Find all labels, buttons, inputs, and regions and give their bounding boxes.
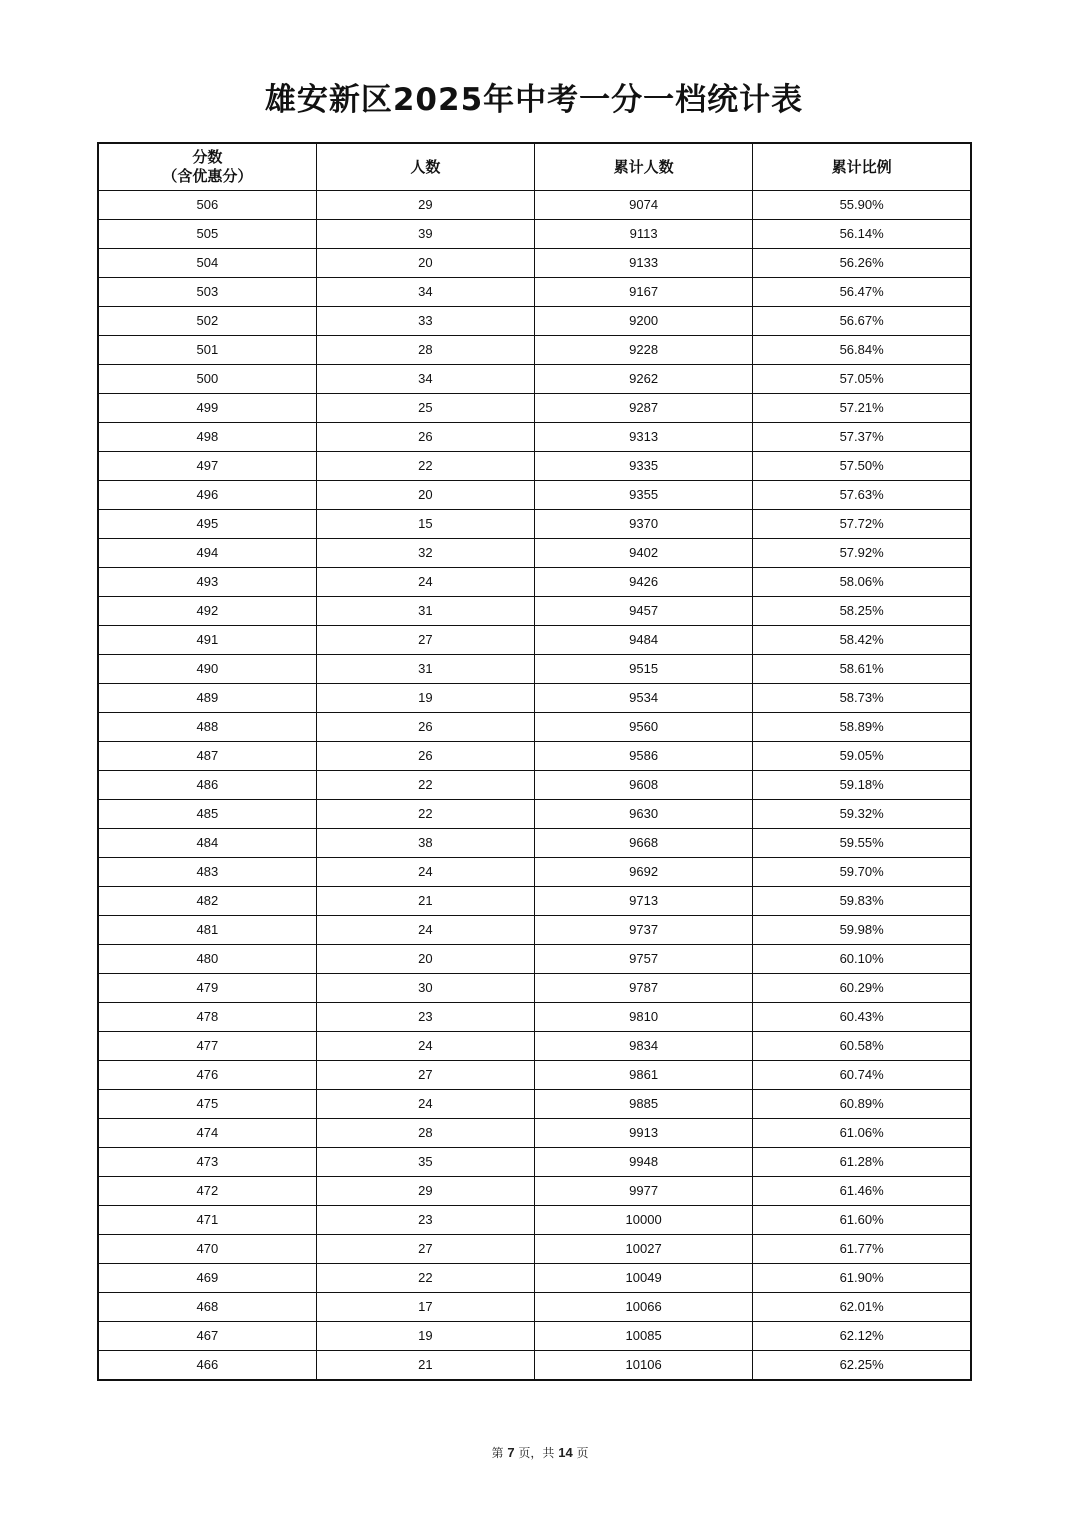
cell-score: 467 xyxy=(98,1322,316,1351)
cell-score: 481 xyxy=(98,916,316,945)
cell-cumulative-ratio: 57.63% xyxy=(753,481,971,510)
cell-score: 477 xyxy=(98,1032,316,1061)
cell-cumulative-count: 9534 xyxy=(535,684,753,713)
table-row xyxy=(98,1090,971,1119)
cell-count: 24 xyxy=(316,568,534,597)
cell-count: 35 xyxy=(316,1148,534,1177)
cell-score: 505 xyxy=(98,220,316,249)
cell-score: 473 xyxy=(98,1148,316,1177)
cell-cumulative-count: 9787 xyxy=(535,974,753,1003)
cell-score: 484 xyxy=(98,829,316,858)
cell-score: 476 xyxy=(98,1061,316,1090)
cell-score: 493 xyxy=(98,568,316,597)
table-row xyxy=(98,829,971,858)
cell-count: 31 xyxy=(316,597,534,626)
cell-score: 472 xyxy=(98,1177,316,1206)
cell-cumulative-ratio: 57.21% xyxy=(753,394,971,423)
cell-count: 32 xyxy=(316,539,534,568)
cell-cumulative-ratio: 60.43% xyxy=(753,1003,971,1032)
cell-cumulative-count: 9515 xyxy=(535,655,753,684)
cell-cumulative-count: 9113 xyxy=(535,220,753,249)
cell-count: 26 xyxy=(316,423,534,452)
cell-cumulative-ratio: 62.25% xyxy=(753,1351,971,1381)
cell-count: 19 xyxy=(316,1322,534,1351)
cell-score: 480 xyxy=(98,945,316,974)
cell-cumulative-ratio: 59.98% xyxy=(753,916,971,945)
table-row xyxy=(98,858,971,887)
cell-cumulative-count: 9885 xyxy=(535,1090,753,1119)
cell-cumulative-count: 9287 xyxy=(535,394,753,423)
table-row xyxy=(98,1351,971,1381)
cell-score: 502 xyxy=(98,307,316,336)
table-row xyxy=(98,1032,971,1061)
cell-cumulative-ratio: 58.73% xyxy=(753,684,971,713)
cell-cumulative-ratio: 58.25% xyxy=(753,597,971,626)
cell-count: 28 xyxy=(316,336,534,365)
table-row xyxy=(98,945,971,974)
cell-count: 23 xyxy=(316,1003,534,1032)
cell-cumulative-count: 10049 xyxy=(535,1264,753,1293)
cell-cumulative-count: 9586 xyxy=(535,742,753,771)
cell-cumulative-ratio: 61.46% xyxy=(753,1177,971,1206)
cell-count: 26 xyxy=(316,742,534,771)
cell-cumulative-ratio: 56.26% xyxy=(753,249,971,278)
table-row xyxy=(98,597,971,626)
cell-score: 503 xyxy=(98,278,316,307)
cell-score: 500 xyxy=(98,365,316,394)
table-row xyxy=(98,771,971,800)
cell-cumulative-count: 9133 xyxy=(535,249,753,278)
table-header-row xyxy=(98,143,971,191)
table-row xyxy=(98,539,971,568)
table-row xyxy=(98,916,971,945)
cell-count: 19 xyxy=(316,684,534,713)
cell-cumulative-ratio: 56.47% xyxy=(753,278,971,307)
cell-count: 22 xyxy=(316,800,534,829)
cell-cumulative-ratio: 56.14% xyxy=(753,220,971,249)
table-row xyxy=(98,1293,971,1322)
footer-suffix: 页 xyxy=(576,1446,589,1460)
cell-cumulative-count: 9713 xyxy=(535,887,753,916)
cell-cumulative-ratio: 60.58% xyxy=(753,1032,971,1061)
table-row xyxy=(98,307,971,336)
cell-cumulative-ratio: 56.67% xyxy=(753,307,971,336)
table-row xyxy=(98,365,971,394)
cell-cumulative-count: 9810 xyxy=(535,1003,753,1032)
footer-prefix: 第 xyxy=(491,1446,504,1460)
cell-score: 485 xyxy=(98,800,316,829)
cell-count: 26 xyxy=(316,713,534,742)
cell-score: 492 xyxy=(98,597,316,626)
cell-cumulative-ratio: 61.77% xyxy=(753,1235,971,1264)
cell-cumulative-ratio: 58.06% xyxy=(753,568,971,597)
table-row xyxy=(98,742,971,771)
table-row xyxy=(98,278,971,307)
cell-score: 475 xyxy=(98,1090,316,1119)
cell-count: 17 xyxy=(316,1293,534,1322)
cell-count: 24 xyxy=(316,1032,534,1061)
cell-cumulative-ratio: 61.90% xyxy=(753,1264,971,1293)
cell-cumulative-count: 9355 xyxy=(535,481,753,510)
table-row xyxy=(98,1322,971,1351)
cell-cumulative-count: 9757 xyxy=(535,945,753,974)
cell-score: 471 xyxy=(98,1206,316,1235)
cell-cumulative-count: 9484 xyxy=(535,626,753,655)
footer-page-number: 7 xyxy=(507,1445,515,1460)
table-row xyxy=(98,249,971,278)
cell-cumulative-ratio: 55.90% xyxy=(753,191,971,220)
cell-cumulative-count: 10000 xyxy=(535,1206,753,1235)
cell-count: 30 xyxy=(316,974,534,1003)
table-row xyxy=(98,713,971,742)
cell-cumulative-count: 9977 xyxy=(535,1177,753,1206)
cell-score: 479 xyxy=(98,974,316,1003)
cell-cumulative-count: 9668 xyxy=(535,829,753,858)
footer-middle: 页，共 xyxy=(518,1446,555,1460)
cell-cumulative-ratio: 59.83% xyxy=(753,887,971,916)
cell-cumulative-count: 9834 xyxy=(535,1032,753,1061)
table-row xyxy=(98,1177,971,1206)
table-row xyxy=(98,684,971,713)
cell-cumulative-ratio: 60.89% xyxy=(753,1090,971,1119)
cell-count: 22 xyxy=(316,771,534,800)
table-row xyxy=(98,887,971,916)
cell-cumulative-count: 9262 xyxy=(535,365,753,394)
cell-score: 468 xyxy=(98,1293,316,1322)
cell-count: 31 xyxy=(316,655,534,684)
cell-cumulative-ratio: 60.74% xyxy=(753,1061,971,1090)
cell-count: 28 xyxy=(316,1119,534,1148)
header-score xyxy=(98,143,316,191)
page-title: 雄安新区2025年中考一分一档统计表 xyxy=(264,82,804,118)
table-row xyxy=(98,423,971,452)
table-row xyxy=(98,394,971,423)
cell-count: 39 xyxy=(316,220,534,249)
cell-count: 22 xyxy=(316,452,534,481)
cell-cumulative-ratio: 57.05% xyxy=(753,365,971,394)
cell-cumulative-count: 9948 xyxy=(535,1148,753,1177)
table-row xyxy=(98,1061,971,1090)
cell-score: 478 xyxy=(98,1003,316,1032)
cell-count: 23 xyxy=(316,1206,534,1235)
table-row xyxy=(98,1235,971,1264)
table-row xyxy=(98,220,971,249)
cell-count: 24 xyxy=(316,1090,534,1119)
cell-score: 490 xyxy=(98,655,316,684)
cell-score: 504 xyxy=(98,249,316,278)
cell-cumulative-ratio: 57.72% xyxy=(753,510,971,539)
table-row xyxy=(98,1206,971,1235)
cell-count: 20 xyxy=(316,249,534,278)
cell-cumulative-count: 10027 xyxy=(535,1235,753,1264)
cell-cumulative-ratio: 58.89% xyxy=(753,713,971,742)
cell-count: 20 xyxy=(316,945,534,974)
cell-cumulative-ratio: 58.42% xyxy=(753,626,971,655)
footer-total-pages: 14 xyxy=(558,1445,573,1460)
cell-cumulative-count: 10066 xyxy=(535,1293,753,1322)
cell-count: 29 xyxy=(316,191,534,220)
cell-cumulative-count: 9167 xyxy=(535,278,753,307)
cell-count: 34 xyxy=(316,278,534,307)
table-row xyxy=(98,626,971,655)
cell-cumulative-count: 9074 xyxy=(535,191,753,220)
cell-count: 21 xyxy=(316,1351,534,1381)
cell-score: 497 xyxy=(98,452,316,481)
table-row xyxy=(98,568,971,597)
cell-score: 494 xyxy=(98,539,316,568)
cell-cumulative-count: 9630 xyxy=(535,800,753,829)
cell-count: 34 xyxy=(316,365,534,394)
cell-score: 498 xyxy=(98,423,316,452)
cell-count: 29 xyxy=(316,1177,534,1206)
cell-cumulative-ratio: 61.28% xyxy=(753,1148,971,1177)
table-row xyxy=(98,481,971,510)
cell-cumulative-count: 9457 xyxy=(535,597,753,626)
cell-count: 27 xyxy=(316,1061,534,1090)
cell-score: 501 xyxy=(98,336,316,365)
cell-score: 487 xyxy=(98,742,316,771)
cell-count: 38 xyxy=(316,829,534,858)
cell-cumulative-ratio: 56.84% xyxy=(753,336,971,365)
cell-cumulative-count: 10085 xyxy=(535,1322,753,1351)
cell-count: 27 xyxy=(316,1235,534,1264)
score-distribution-table xyxy=(97,142,972,1381)
cell-score: 469 xyxy=(98,1264,316,1293)
cell-cumulative-ratio: 60.10% xyxy=(753,945,971,974)
cell-count: 15 xyxy=(316,510,534,539)
cell-cumulative-ratio: 59.18% xyxy=(753,771,971,800)
cell-cumulative-ratio: 61.60% xyxy=(753,1206,971,1235)
cell-cumulative-ratio: 57.92% xyxy=(753,539,971,568)
cell-cumulative-ratio: 59.55% xyxy=(753,829,971,858)
cell-score: 470 xyxy=(98,1235,316,1264)
cell-score: 486 xyxy=(98,771,316,800)
cell-cumulative-ratio: 62.01% xyxy=(753,1293,971,1322)
cell-score: 466 xyxy=(98,1351,316,1381)
table-row xyxy=(98,1264,971,1293)
table-row xyxy=(98,452,971,481)
cell-cumulative-count: 9692 xyxy=(535,858,753,887)
cell-cumulative-ratio: 59.70% xyxy=(753,858,971,887)
cell-cumulative-count: 9370 xyxy=(535,510,753,539)
cell-cumulative-count: 9426 xyxy=(535,568,753,597)
table-row xyxy=(98,1119,971,1148)
cell-count: 22 xyxy=(316,1264,534,1293)
cell-cumulative-count: 9402 xyxy=(535,539,753,568)
page-footer xyxy=(0,1444,1080,1462)
table-row xyxy=(98,510,971,539)
table-row xyxy=(98,1003,971,1032)
cell-cumulative-count: 9200 xyxy=(535,307,753,336)
table-row xyxy=(98,1148,971,1177)
header-score-note: （含优惠分） xyxy=(162,167,253,185)
cell-count: 21 xyxy=(316,887,534,916)
cell-cumulative-count: 9913 xyxy=(535,1119,753,1148)
cell-cumulative-count: 9313 xyxy=(535,423,753,452)
cell-cumulative-count: 9335 xyxy=(535,452,753,481)
cell-cumulative-ratio: 60.29% xyxy=(753,974,971,1003)
cell-score: 489 xyxy=(98,684,316,713)
cell-count: 27 xyxy=(316,626,534,655)
table-body xyxy=(98,191,971,1381)
cell-cumulative-ratio: 57.37% xyxy=(753,423,971,452)
cell-cumulative-count: 9861 xyxy=(535,1061,753,1090)
cell-cumulative-ratio: 58.61% xyxy=(753,655,971,684)
cell-count: 24 xyxy=(316,858,534,887)
cell-cumulative-count: 10106 xyxy=(535,1351,753,1381)
table-row xyxy=(98,336,971,365)
header-cumulative-ratio: 累计比例 xyxy=(753,143,971,191)
cell-score: 499 xyxy=(98,394,316,423)
cell-cumulative-ratio: 62.12% xyxy=(753,1322,971,1351)
cell-cumulative-ratio: 57.50% xyxy=(753,452,971,481)
table-row xyxy=(98,655,971,684)
cell-score: 474 xyxy=(98,1119,316,1148)
cell-count: 24 xyxy=(316,916,534,945)
cell-count: 25 xyxy=(316,394,534,423)
table-row xyxy=(98,800,971,829)
cell-score: 491 xyxy=(98,626,316,655)
cell-score: 496 xyxy=(98,481,316,510)
cell-score: 482 xyxy=(98,887,316,916)
cell-count: 20 xyxy=(316,481,534,510)
table-row xyxy=(98,191,971,220)
cell-score: 483 xyxy=(98,858,316,887)
cell-cumulative-count: 9737 xyxy=(535,916,753,945)
cell-cumulative-ratio: 59.32% xyxy=(753,800,971,829)
cell-cumulative-count: 9228 xyxy=(535,336,753,365)
cell-score: 506 xyxy=(98,191,316,220)
header-cumulative-count: 累计人数 xyxy=(535,143,753,191)
cell-score: 488 xyxy=(98,713,316,742)
cell-count: 33 xyxy=(316,307,534,336)
cell-cumulative-ratio: 59.05% xyxy=(753,742,971,771)
header-score-label: 分数 xyxy=(192,148,223,166)
cell-score: 495 xyxy=(98,510,316,539)
header-count: 人数 xyxy=(316,143,534,191)
cell-cumulative-count: 9608 xyxy=(535,771,753,800)
cell-cumulative-count: 9560 xyxy=(535,713,753,742)
cell-cumulative-ratio: 61.06% xyxy=(753,1119,971,1148)
table-row xyxy=(98,974,971,1003)
